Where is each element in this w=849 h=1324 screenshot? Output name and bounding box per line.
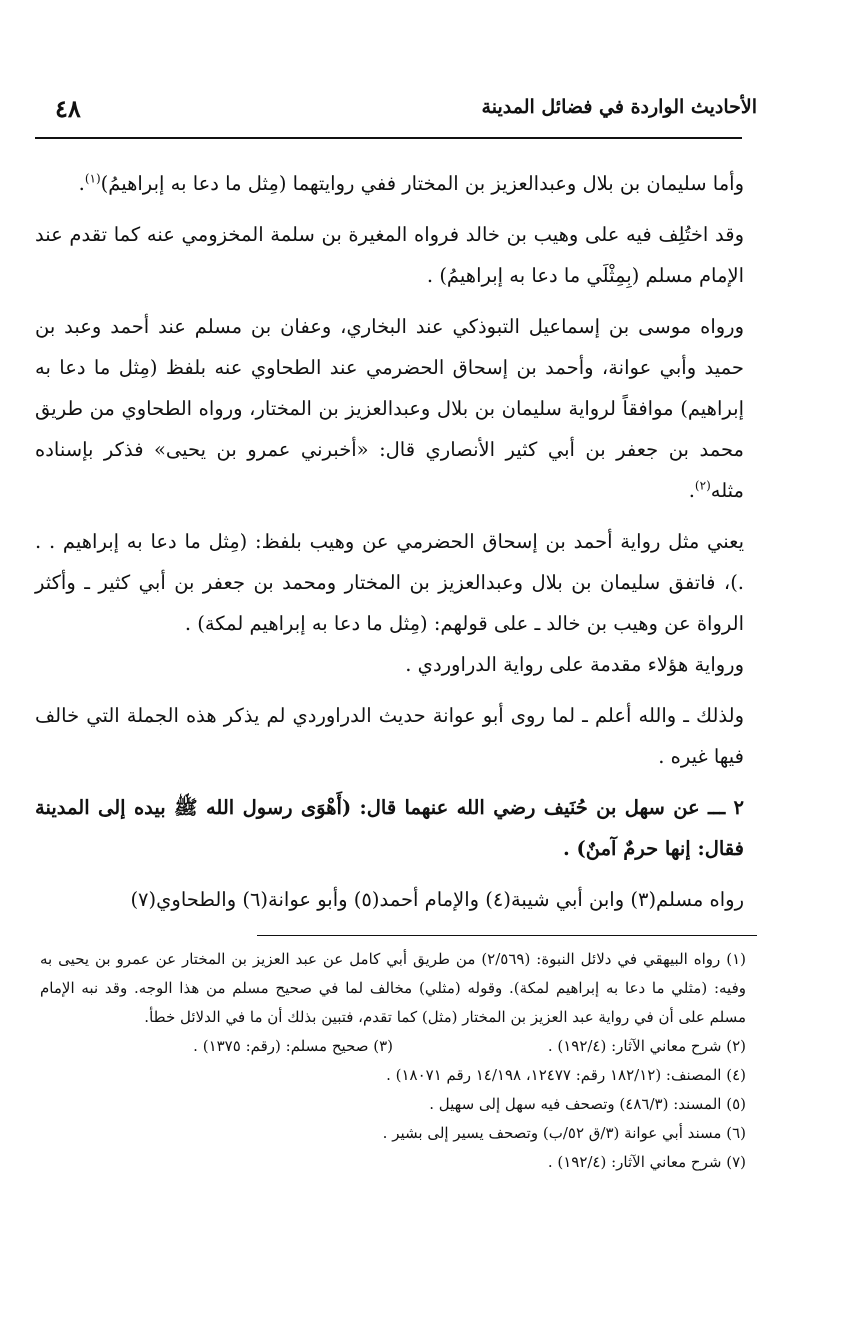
page-header <box>35 90 757 130</box>
paragraph-4 <box>35 521 744 644</box>
footnote-ref: (١) <box>84 171 101 186</box>
footnote-row <box>40 1032 746 1061</box>
paragraph-text: يعني مثل رواية أحمد بن إسحاق الحضرمي عن وهيب بلفظ: (مِثل ما دعا به إبراهيم . . .)، فاتفق سليمان بن بلال وعبدالعزيز بن المختار ومحمد بن جعفر بن أبي كثير ـ وأكثر الرواة عن وهيب بن خالد ـ على قولهم: (مِثل ما دعا به إبراهيم لمكة) . <box>35 530 744 635</box>
header-divider <box>35 137 742 139</box>
paragraph-text: وقد اختُلِف فيه على وهيب بن خالد فرواه المغيرة بن سلمة المخزومي عنه كما تقدم عند الإمام مسلم (بِمِثْلَي ما دعا به إبراهيمُ) . <box>35 223 744 287</box>
footnote-4: (٤) المصنف: (١٨٢/١٢ رقم: ١٢٤٧٧، ١٤/١٩٨ رقم ١٨٠٧١) . <box>386 1066 746 1084</box>
footnote-5: (٥) المسند: (٤٨٦/٣) وتصحف فيه سهل إلى سهيل . <box>429 1095 746 1113</box>
paragraph-narrators <box>35 879 744 920</box>
running-title: الأحاديث الواردة في فضائل المدينة <box>481 96 757 118</box>
paragraph-text: ولذلك ـ والله أعلم ـ لما روى أبو عوانة حديث الدراوردي لم يذكر هذه الجملة التي خالف فيها غيره . <box>35 704 744 768</box>
footnotes <box>40 945 746 1177</box>
footnote-7: (٧) شرح معاني الآثار: (١٩٢/٤) . <box>547 1153 746 1171</box>
footnote-divider <box>257 935 757 936</box>
hadith-2 <box>35 787 744 869</box>
paragraph-5 <box>35 644 744 685</box>
footnote-6: (٦) مسند أبي عوانة (٣/ق ٥٢/ب) وتصحف يسير إلى بشير . <box>382 1124 746 1142</box>
footnote-2: (٢) شرح معاني الآثار: (١٩٢/٤) . <box>547 1037 746 1055</box>
paragraph-text: ٢ ـــ عن سهل بن حُنَيف رضي الله عنهما قال: (أَهْوَى رسول الله ﷺ بيده إلى المدينة فقال: إنها حرمٌ آمنٌ) . <box>35 796 744 860</box>
paragraph-end: . <box>78 172 85 195</box>
paragraph-text: رواه مسلم(٣) وابن أبي شيبة(٤) والإمام أحمد(٥) وأبو عوانة(٦) والطحاوي(٧) <box>130 888 744 911</box>
paragraph-text: ورواه موسى بن إسماعيل التبوذكي عند البخاري، وعفان بن مسلم عند أحمد وعبد بن حميد وأبي عوانة، وأحمد بن إسحاق الحضرمي عند الطحاوي عنه بلفظ (مِثل ما دعا به إبراهيم) موافقاً لرواية سليمان بن بلال وعبدالعزيز بن المختار، ورواه الطحاوي من طريق محمد بن جعفر بن أبي كثير الأنصاري قال: «أخبرني عمرو بن يحيى» فذكر بإسناده مثله <box>35 315 744 502</box>
paragraph-text: ورواية هؤلاء مقدمة على رواية الدراوردي . <box>405 653 744 676</box>
paragraph-6 <box>35 695 744 777</box>
footnote-3: (٣) صحيح مسلم: (رقم: ١٣٧٥) . <box>193 1037 393 1055</box>
page-number: ٤٨ <box>55 94 81 123</box>
footnote-1: (١) رواه البيهقي في دلائل النبوة: (٢/٥٦٩) من طريق أبي كامل عن عبد العزيز بن المختار عن عمرو بن يحيى به وفيه: (مثلي ما دعا به إبراهيم لمكة). وقوله (مثلي) مخالف لما في صحيح مسلم من هذا الوجه. وقد نبه الإمام مسلم على أن في رواية عبد العزيز بن المختار (مثل) كما تقدم، فتبين بذلك أن ما في الدلائل خطأ. <box>40 950 747 1026</box>
paragraph-1 <box>35 163 744 204</box>
paragraph-2 <box>35 214 744 296</box>
footnote-ref: (٢) <box>694 478 711 493</box>
paragraph-3 <box>35 306 744 511</box>
paragraph-text: وأما سليمان بن بلال وعبدالعزيز بن المختار ففي روايتهما (مِثل ما دعا به إبراهيمُ) <box>100 172 744 195</box>
main-text <box>35 163 744 930</box>
paragraph-end: . <box>688 479 695 502</box>
